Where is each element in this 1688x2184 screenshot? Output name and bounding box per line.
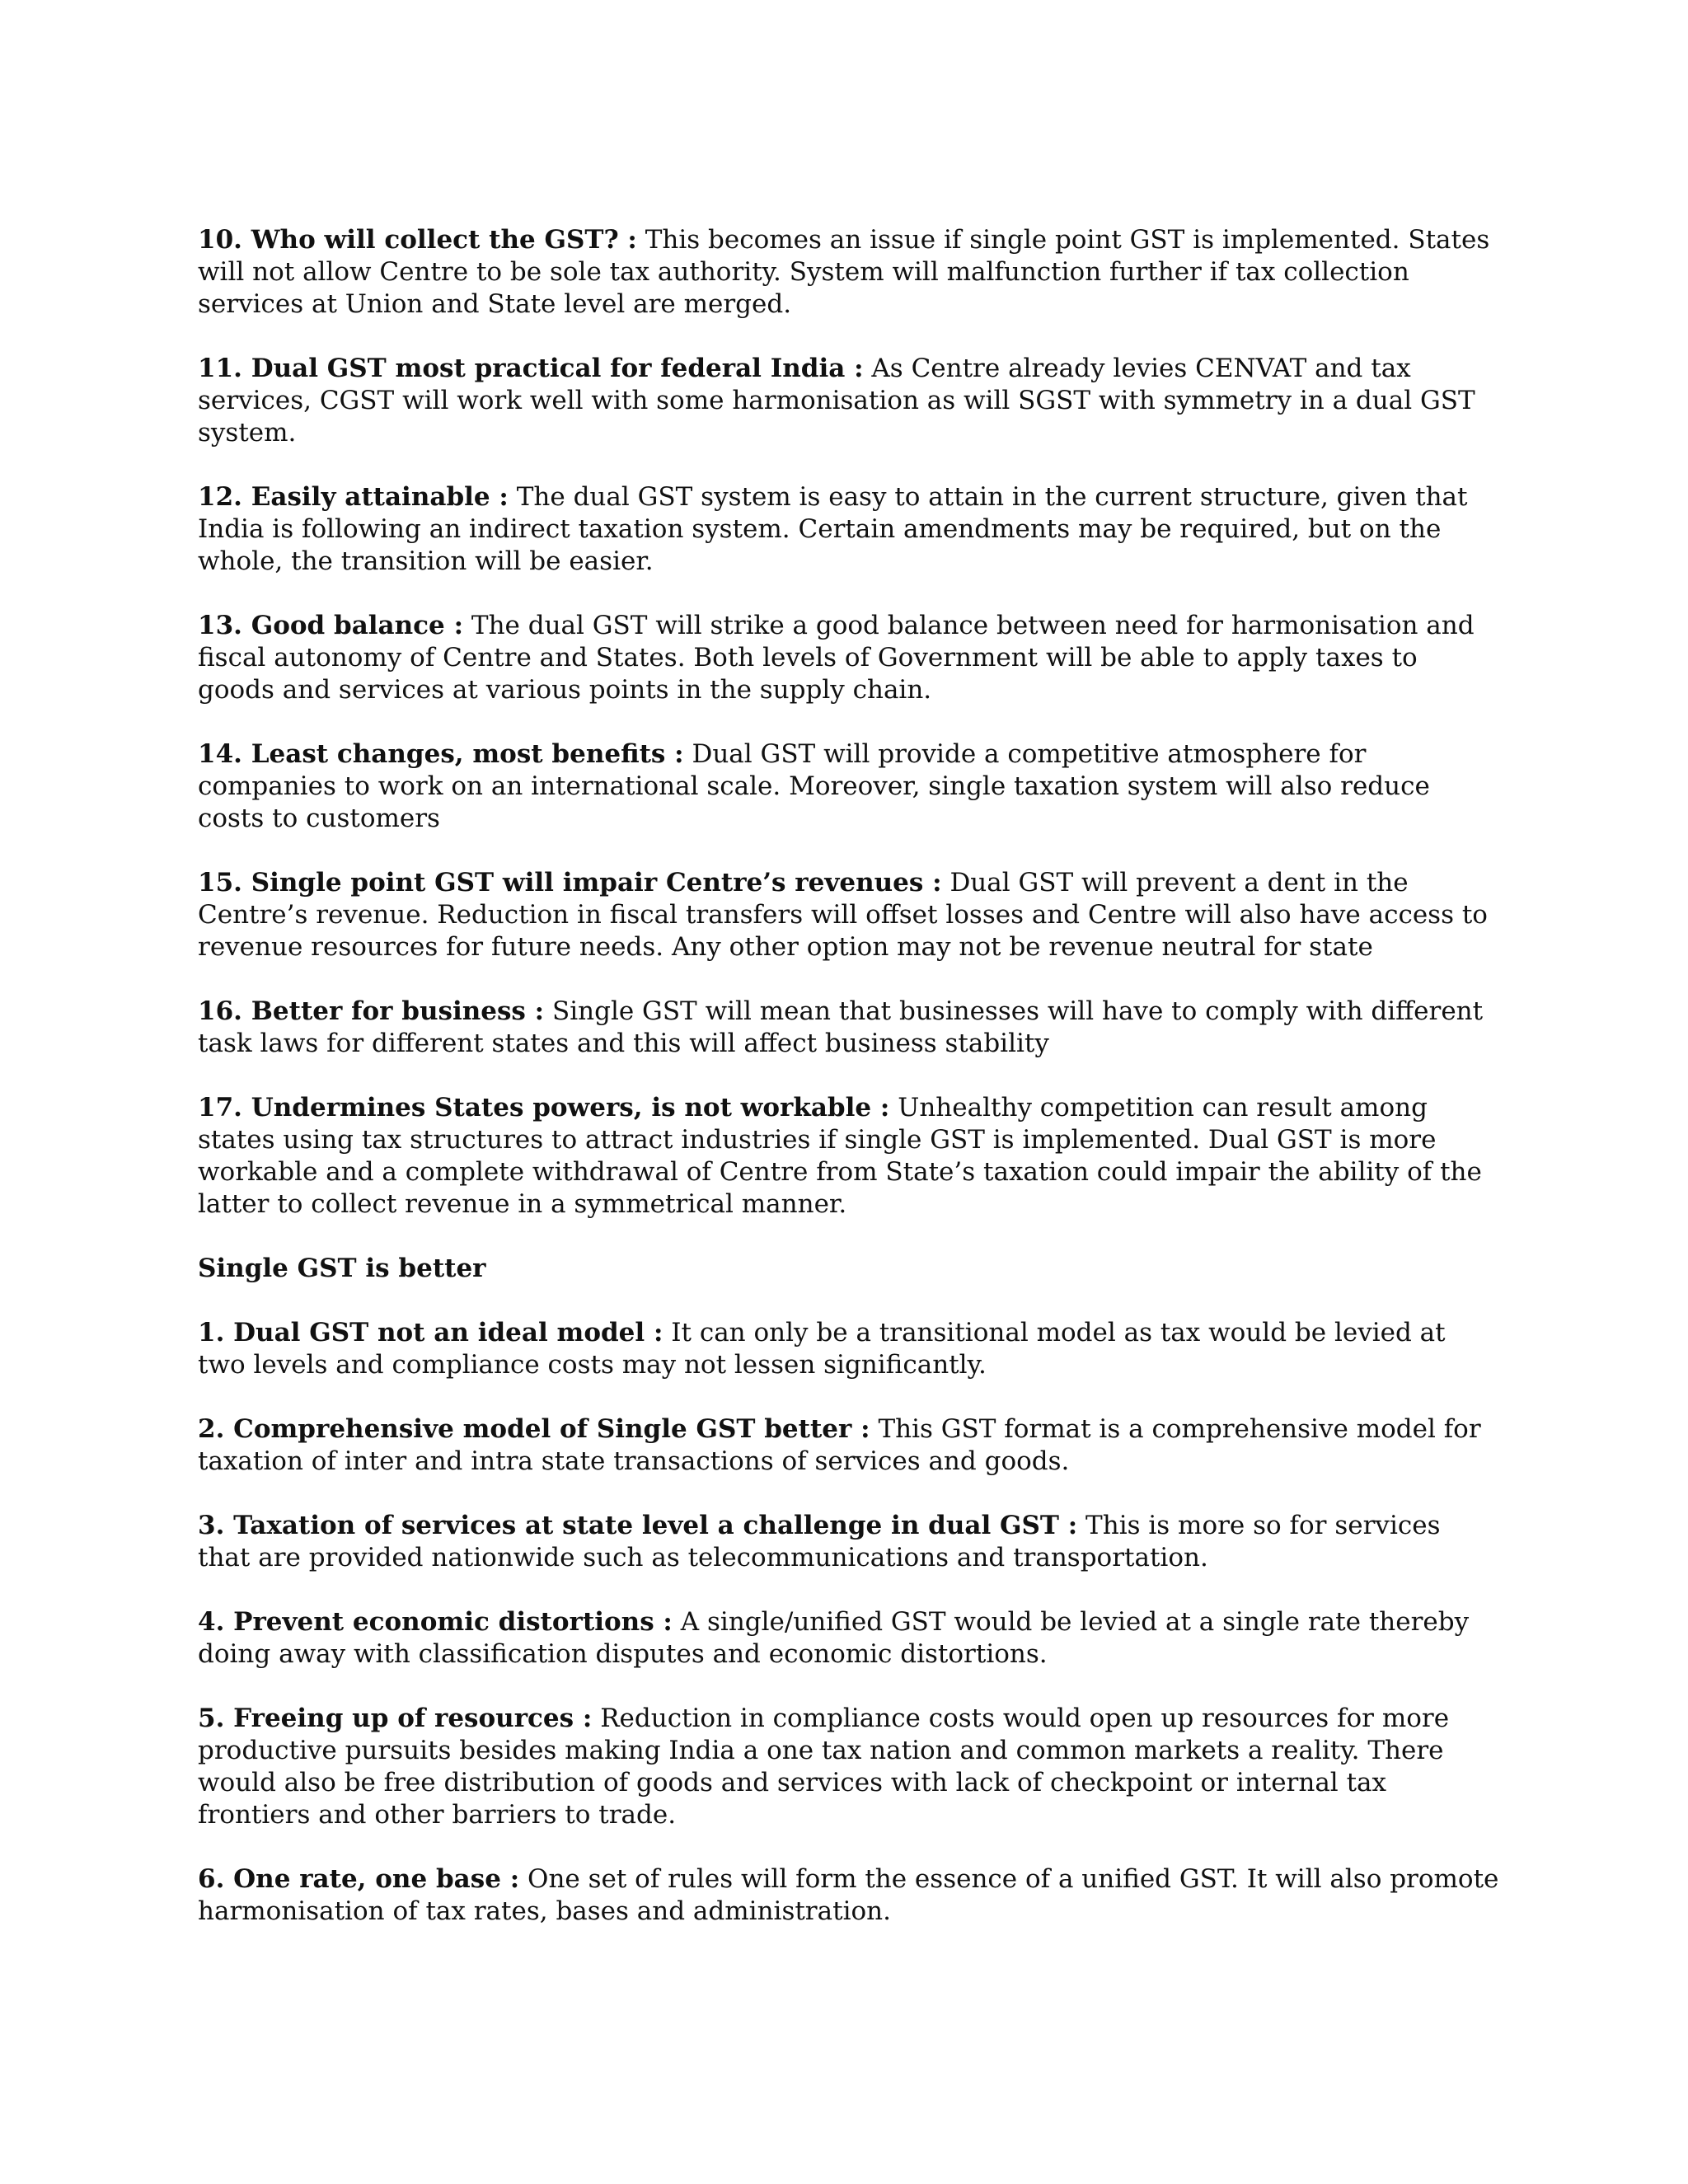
paragraph-title: 3. Taxation of services at state level a challenge in dual GST : — [198, 1511, 1078, 1540]
paragraph-body: Dual GST will prevent a dent in the Centre’s revenue. Reduction in fiscal transfers will offset losses and Centre will also have access to revenue resources for future needs. Any other option may not be revenue neutral for state — [198, 868, 1488, 962]
paragraph-15 — [198, 867, 1500, 963]
paragraph-6 — [198, 1863, 1500, 1928]
paragraph-10 — [198, 224, 1500, 321]
paragraph-13 — [198, 610, 1500, 706]
paragraph-5 — [198, 1703, 1500, 1831]
paragraph-title: 11. Dual GST most practical for federal India : — [198, 354, 864, 383]
paragraph-4 — [198, 1606, 1500, 1671]
paragraph-title: 16. Better for business : — [198, 996, 545, 1026]
paragraph-title: 15. Single point GST will impair Centre’s revenues : — [198, 868, 942, 898]
paragraph-title: 2. Comprehensive model of Single GST better : — [198, 1414, 870, 1444]
paragraph-title: 12. Easily attainable : — [198, 482, 509, 512]
paragraph-body: This becomes an issue if single point GST is implemented. States will not allow Centre to be sole tax authority. System will malfunction further if tax collection services at Union and State level are merged. — [198, 225, 1490, 319]
paragraph-body: The dual GST will strike a good balance between need for harmonisation and fiscal autonomy of Centre and States. Both levels of Government will be able to apply taxes to goods and services at various points in the supply chain. — [198, 611, 1475, 705]
paragraph-title: 4. Prevent economic distortions : — [198, 1607, 673, 1637]
document-page — [198, 224, 1500, 1960]
paragraph-17 — [198, 1092, 1500, 1221]
paragraph-1 — [198, 1317, 1500, 1381]
paragraph-body: This GST format is a comprehensive model for taxation of inter and intra state transactions of services and goods. — [198, 1414, 1481, 1476]
paragraph-title: 13. Good balance : — [198, 611, 464, 640]
paragraph-body: A single/unified GST would be levied at a single rate thereby doing away with classification disputes and economic distortions. — [198, 1607, 1470, 1669]
paragraph-body: One set of rules will form the essence of a unified GST. It will also promote harmonisation of tax rates, bases and administration. — [198, 1864, 1499, 1926]
paragraph-body: Dual GST will provide a competitive atmosphere for companies to work on an international scale. Moreover, single taxation system will also reduce costs to customers — [198, 739, 1430, 833]
paragraph-body: Reduction in compliance costs would open up resources for more productive pursuits besides making India a one tax nation and common markets a reality. There would also be free distribution of goods and services with lack of checkpoint or internal tax frontiers and other barriers to trade. — [198, 1704, 1450, 1830]
paragraph-title: 17. Undermines States powers, is not workable : — [198, 1093, 890, 1122]
paragraph-body: Single GST will mean that businesses will have to comply with different task laws for different states and this will affect business stability — [198, 996, 1484, 1058]
paragraph-body: Unhealthy competition can result among states using tax structures to attract industries if single GST is implemented. Dual GST is more workable and a complete withdrawal of Centre from State’s taxation could impair the ability of the latter to collect revenue in a symmetrical manner. — [198, 1093, 1482, 1219]
paragraph-body: As Centre already levies CENVAT and tax services, CGST will work well with some harmonisation as will SGST with symmetry in a dual GST system. — [198, 354, 1475, 448]
paragraph-body: The dual GST system is easy to attain in the current structure, given that India is following an indirect taxation system. Certain amendments may be required, but on the whole, the transition will be easier. — [198, 482, 1468, 576]
paragraph-title: 1. Dual GST not an ideal model : — [198, 1318, 663, 1347]
paragraph-title: 14. Least changes, most benefits : — [198, 739, 684, 769]
paragraph-title: 5. Freeing up of resources : — [198, 1704, 593, 1733]
paragraph-body: It can only be a transitional model as tax would be levied at two levels and compliance costs may not lessen significantly. — [198, 1318, 1446, 1380]
paragraph-title: 6. One rate, one base : — [198, 1864, 520, 1894]
section-heading: Single GST is better — [198, 1254, 486, 1283]
paragraph-14 — [198, 738, 1500, 835]
paragraph-12 — [198, 481, 1500, 578]
paragraph-title: 10. Who will collect the GST? : — [198, 225, 637, 255]
paragraph-body: This is more so for services that are provided nationwide such as telecommunications and transportation. — [198, 1511, 1441, 1572]
paragraph-11 — [198, 353, 1500, 449]
paragraph-16 — [198, 996, 1500, 1060]
paragraph-2 — [198, 1413, 1500, 1478]
paragraph-3 — [198, 1510, 1500, 1574]
